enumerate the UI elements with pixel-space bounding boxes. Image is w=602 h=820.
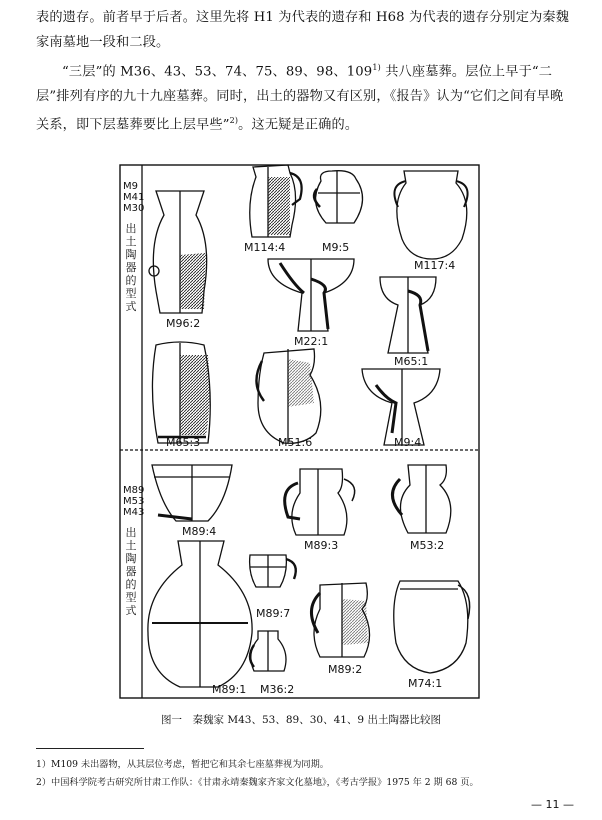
footnote-divider: [36, 748, 144, 749]
pot-m22-1: [268, 259, 354, 331]
lower-side-label: [121, 485, 145, 617]
side-code: M41: [123, 192, 145, 203]
side-code: M53: [123, 496, 145, 507]
pot-m114-4: [250, 165, 302, 237]
label-m89-4: M89:4: [182, 525, 217, 538]
label-m114-4: M114:4: [244, 241, 286, 254]
label-m89-7: M89:7: [256, 607, 291, 620]
paragraph-1: 表的遗存。前者早于后者。这里先将 H1 为代表的遗存和 H68 为代表的遗存分别定为秦魏家南墓地一段和二段。: [36, 10, 570, 50]
figure-frame: [120, 165, 479, 698]
side-char: 型: [125, 591, 137, 604]
side-char: 的: [125, 274, 137, 287]
label-m74-1: M74:1: [408, 677, 443, 690]
paragraph-2-text-b: 共八座墓葬。层位上早于“二层”排列有序的九十九座墓葬。同时，出土的器物又有区别，《报告》认为“它们之间有早晚关系，即下层墓葬要比上层早些”: [36, 64, 564, 133]
footnote-ref-1: 1): [372, 63, 381, 72]
pot-m89-7: [250, 555, 296, 587]
label-m65-1: M65:1: [394, 355, 429, 368]
label-m89-2: M89:2: [328, 663, 363, 676]
label-m9-4: M9:4: [394, 436, 422, 449]
pottery-drawings: [118, 163, 481, 700]
pot-m65-1: [380, 277, 436, 353]
label-m117-4: M117:4: [414, 259, 456, 272]
side-char: 型: [125, 287, 137, 300]
side-code: M43: [123, 507, 145, 518]
pot-m89-1: [148, 541, 252, 687]
label-m89-1: M89:1: [212, 683, 247, 696]
paragraph-2: [36, 56, 576, 138]
side-char: 式: [125, 604, 137, 617]
upper-side-label: [121, 181, 145, 313]
pottery-comparison-figure: [118, 163, 481, 700]
label-m65-3: M65:3: [166, 436, 201, 449]
pot-m36-2: [250, 631, 286, 671]
side-char: 陶: [125, 248, 137, 261]
pot-m89-3: [285, 469, 355, 535]
pot-m96-2: [149, 191, 207, 313]
side-char: 土: [125, 235, 137, 248]
label-m9-5: M9:5: [322, 241, 350, 254]
pot-m117-4: [394, 171, 467, 259]
pot-m9-5: [314, 171, 362, 223]
side-char: 的: [125, 578, 137, 591]
footnote-ref-2: 2): [229, 116, 239, 126]
footnote-2: 2）中国科学院考古研究所甘肃工作队：《甘肃永靖秦魏家齐家文化墓地》，《考古学报》1975 年 2 期 68 页。: [36, 777, 479, 788]
side-code: M30: [123, 203, 145, 214]
paragraph-2-text-a: “三层”的 M36、43、53、74、75、89、98、109: [62, 64, 373, 80]
pot-m65-3: [152, 342, 210, 443]
side-char: 陶: [125, 552, 137, 565]
side-char: 出: [125, 526, 137, 539]
figure-caption: 图一 秦魏家 M43、53、89、30、41、9 出土陶器比较图: [161, 714, 441, 726]
pot-m53-2: [392, 465, 450, 533]
label-m22-1: M22:1: [294, 335, 329, 348]
pot-m89-4: [152, 465, 232, 521]
side-code: M89: [123, 485, 145, 496]
pot-m74-1: [394, 581, 470, 673]
pot-m9-4: [362, 369, 440, 445]
side-char: 出: [125, 222, 137, 235]
label-m96-2: M96:2: [166, 317, 201, 330]
label-m51-6: M51:6: [278, 436, 313, 449]
side-code: M9: [123, 181, 138, 192]
paragraph-2-text-c: 。这无疑是正确的。: [238, 117, 359, 133]
side-char: 土: [125, 539, 137, 552]
pot-m89-2: [311, 583, 369, 657]
label-m53-2: M53:2: [410, 539, 445, 552]
page-number: — 11 —: [531, 798, 574, 811]
label-m36-2: M36:2: [260, 683, 295, 696]
side-char: 器: [125, 261, 137, 274]
pot-m51-6: [256, 349, 320, 443]
side-char: 器: [125, 565, 137, 578]
side-char: 式: [125, 300, 137, 313]
label-m89-3: M89:3: [304, 539, 339, 552]
footnote-1: 1）M109 未出器物，从其层位考虑，暂把它和其余七座墓葬视为同期。: [36, 759, 329, 770]
